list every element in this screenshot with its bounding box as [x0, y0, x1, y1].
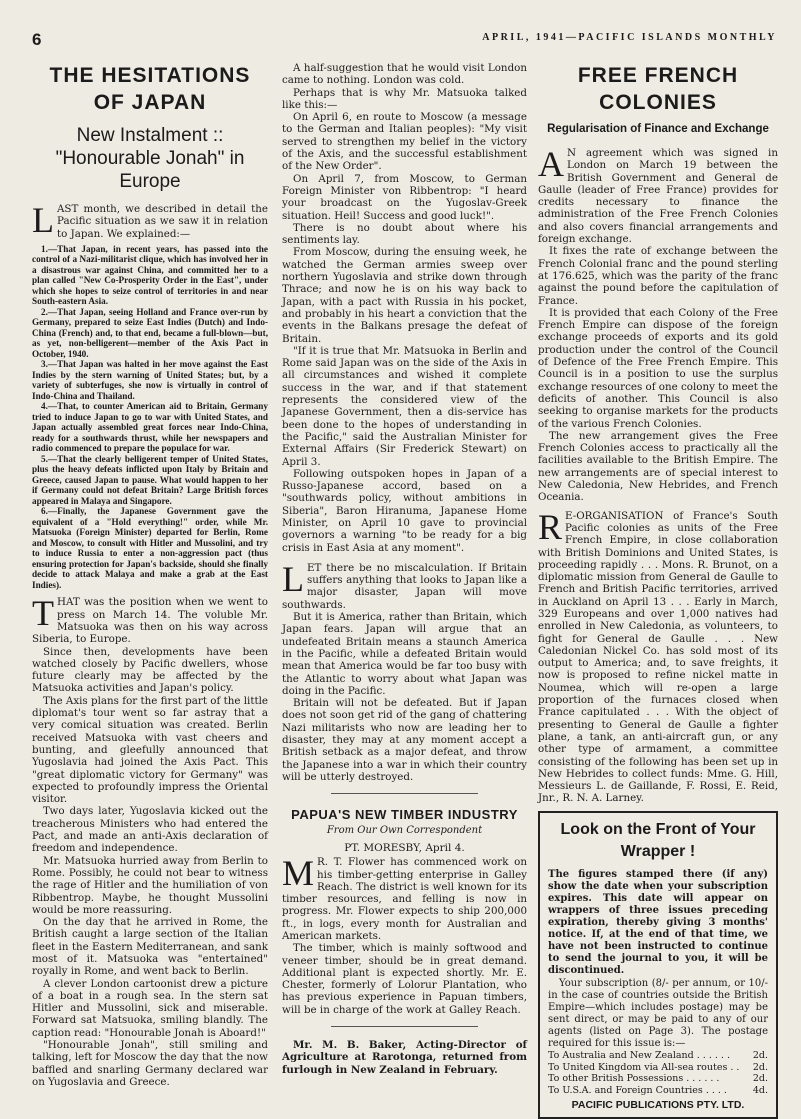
- papua-article-title: PAPUA'S NEW TIMBER INDUSTRY: [291, 807, 518, 823]
- numbered-point: 2.—That Japan, seeing Holland and France over-run by Germany, prepared to seize East Indies (Dutch) and Indo-China (French) and, to that end, became a full-blown—but, as yet, non-belligerent—member of the Axis Pact in October, 1940.: [32, 306, 268, 359]
- notice-title: Look on the Front of Your Wrapper !: [560, 820, 756, 860]
- body-paragraph: Mr. Matsuoka hurried away from Berlin to Rome. Possibly, he could not bear to witness the rage of Hitler and the humiliation of von Ribbentrop. Maybe, he thought Mussolini would be more reassuring.: [32, 854, 268, 916]
- column-matsuoka-continued: [282, 62, 527, 1076]
- postage-rate-row: To Australia and New Zealand . . . . . . 2d.: [548, 1050, 768, 1062]
- body-paragraph: There is no doubt about where his sentiments lay.: [282, 221, 527, 247]
- body-paragraph: M R. T. Flower has commenced work on his timber-getting enterprise in Galley Reach. The district is well known for its timber resources, and felling is now in progress. Mr. Flower expects to ship 200,000 ft., in logs, every month for Australian and American markets.: [282, 853, 527, 942]
- body-paragraph: It fixes the rate of exchange between the French Colonial franc and the pound sterling at 176.625, which was the parity of the franc against the pound before the capitulation of France.: [538, 245, 778, 307]
- body-paragraph: Perhaps that is why Mr. Matsuoka talked like this:—: [282, 86, 527, 111]
- body-paragraph: R E-ORGANISATION of France's South Pacific colonies as units of the Free French Empire, in close collaboration with British Dominions and United States, is proceeding rapidly . . . Mons. R. Brunot, on a diplomatic mission from General de Gaulle to French and British Pacific territories, arrived in Auckland on April 13 . . . Early in March, 329 Europeans and over 1,000 natives had enrolled in New Caledonia, as volunteers, to fight for General de Gaulle . . . New Caledonian Nickel Co. has sold most of its output to America; and, to save freights, it now is proposed to refine nickel matte in Noumea, which will re-open a large proportion of the furnaces closed when France capitulated . . . With the object of presenting to General de Gaulle a fighter plane, a tank, an anti-aircraft gun, or any other type of armament, a committee consisting of the following has been set up in New Hebrides to collect funds: Mme. G. Hill, Messieurs L. de Gaillande, F. Rossi, E. Reid, Jnr., R. N. A. Larney.: [538, 506, 778, 805]
- page-header: [32, 30, 777, 50]
- drop-cap: R: [538, 506, 563, 547]
- body-paragraph: The timber, which is mainly softwood and veneer timber, should be in great demand. Additional plant is expected shortly. Mr. E. Chester, formerly of Lolorur Plantation, who has previous experience in Papuan timbers, will be in charge of the work at Galley Reach.: [282, 942, 527, 1016]
- subscription-notice-box: [538, 811, 778, 1119]
- body-paragraph: It is provided that each Colony of the Free French Empire can dispose of the foreign exchange proceeds of exports and its gold production under the control of the Council of Defence of the Free French Empire. This Council is in a position to use the surplus exchange resources of one colony to meet the deficits of another. This Council is also seeking to organise markets for the products of the various French Colonies.: [538, 306, 778, 430]
- article-subtitle: New Instalment :: "Honourable Jonah" in Europe: [55, 125, 245, 192]
- body-paragraph: On the day that he arrived in Rome, the British caught a large section of the Italian fleet in the Eastern Mediterranean, and sank most of it. Matsuoka was "entertained" royally in Rome, and went back to Berlin.: [32, 916, 268, 978]
- postage-rate-row: To other British Possessions . . . . . . 2d.: [548, 1073, 768, 1085]
- notice-paragraph: Your subscription (8/- per annum, or 10/- in the case of countries outside the British Empire—which includes postage) may be sent direct, or may be paid to any of our agents (listed on Page 3). The postage required for this issue is:—: [548, 977, 768, 1050]
- postage-rate-row: To United Kingdom via All-sea routes . . 2d.: [548, 1061, 768, 1073]
- body-paragraph: LET there be no miscalculation. If Britain suffers anything that looks to Japan like a major disaster, Japan will move southwards.: [282, 558, 527, 611]
- divider: [331, 1026, 478, 1027]
- body-paragraph: From Moscow, during the ensuing week, he watched the German armies sweep over northern Yugoslavia and strike down through Thrace; and now he is on his way back to Japan, with a pact with Russia in his pocket, and probably in his heart a conviction that the events in the Balkans presage the defeat of Britain.: [282, 246, 527, 345]
- notice-bold-paragraph: The figures stamped there (if any) show the date when your subscription expires. This date will appear on wrappers of three issues preceding expiration, thereby giving 3 months' notice. If, at the end of that time, we have not been instructed to continue to send the journal to you, it will be discontinued.: [548, 868, 768, 977]
- body-paragraph: On April 6, en route to Moscow (a message to the German and Italian peoples): "My visit served to strengthen my belief in the victory of the Axis, and the successful establishment of the New Order".: [282, 111, 527, 173]
- numbered-point: 4.—That, to counter American aid to Britain, Germany tried to induce Japan to go to war with United States, and Japan actually assembled great forces near Indo-China, ready for a southwards thrust, while her newspapers and radio commenced to prepare the populace for war.: [32, 401, 268, 454]
- numbered-point: 3.—That Japan was halted in her move against the East Indies by the stern warning of United States; but, by a variety of subterfuges, she now is virtually in control of Indo-China and Thailand.: [32, 359, 268, 401]
- byline: From Our Own Correspondent: [326, 825, 483, 837]
- body-paragraph: Following outspoken hopes in Japan of a Russo-Japanese accord, based on a "southwards policy, without ambitions in Siberia", Baron Hiranuma, Japanese Home Minister, on April 10 gave to provincial governors a warning "to be ready for a big crisis in East Asia at any moment".: [282, 467, 527, 554]
- news-brief: Mr. M. B. Baker, Acting-Director of Agriculture at Rarotonga, returned from furlough in New Zealand in February.: [282, 1039, 527, 1076]
- numbered-point: 1.—That Japan, in recent years, has passed into the control of a Nazi-militarist clique, which has involved her in a disastrous war against China, and committed her to a plan called "New Co-Prosperity Order in the East", under which she hopes to seize control of territories in and near South-eastern Asia.: [32, 243, 268, 307]
- column-hesitations-of-japan: [32, 62, 268, 1088]
- numbered-point: 6.—Finally, the Japanese Government gave the equivalent of a "Hold everything!" order, while Mr. Matsuoka (Foreign Minister) departed for Berlin, Rome and Moscow, to consult with Hitler and Mussolini, and try to induce Russia to enter a non-aggression pact (thus ensuring protection for Japan's backside, should she finally decide to attack Malaya and make a grab at the East Indies).: [32, 506, 268, 590]
- body-paragraph: "Honourable Jonah", still smiling and talking, left for Moscow the day that the now baffled and snarling Germany declared war on Yugoslavia and Greece.: [32, 1039, 268, 1088]
- drop-cap: L: [32, 200, 54, 240]
- numbered-point: 5.—That the clearly belligerent temper of United States, plus the heavy defeats inflicted upon Italy by Britain and Greece, caused Japan to pause. What would happen to her if Germany could not defeat Britain? Large British forces appeared in Malaya and Singapore.: [32, 453, 268, 506]
- body-paragraph: The new arrangement gives the Free French Colonies access to practically all the facilities available to the British Empire. The new arrangements are of special interest to New Caledonia, New Hebrides, and French Oceania.: [538, 429, 778, 504]
- article-title: THE HESITATIONS OF JAPAN: [49, 64, 251, 114]
- publisher-name: PACIFIC PUBLICATIONS PTY. LTD.: [571, 1099, 745, 1112]
- article-subtitle: Regularisation of Finance and Exchange: [547, 123, 769, 135]
- body-paragraph: Since then, developments have been watched closely by Pacific dwellers, whose future clearly may be affected by the Matsuoka activities and Japan's policy.: [32, 645, 268, 695]
- drop-cap: A: [538, 144, 564, 184]
- drop-cap: M: [282, 853, 315, 894]
- body-paragraph: Britain will not be defeated. But if Japan does not soon get rid of the gang of chattering Nazi militarists who now are leading her to disaster, they may at any moment accept a British setback as a major defeat, and throw the Japanese into a war in which their country will be utterly destroyed.: [282, 697, 527, 783]
- body-paragraph: A N agreement which was signed in London on March 19 between the British Government and General de Gaulle (leader of Free France) provides for credits necessary to finance the administration of the Free French Colonies and also covers financial arrangements and foreign exchange.: [538, 144, 778, 246]
- body-paragraph: Two days later, Yugoslavia kicked out the treacherous Ministers who had entered the Pact, and made an anti-Axis declaration of freedom and independence.: [32, 805, 268, 855]
- running-head: APRIL, 1941—PACIFIC ISLANDS MONTHLY: [482, 32, 777, 43]
- body-paragraph: A half-suggestion that he would visit London came to nothing. London was cold.: [282, 62, 527, 87]
- postage-rate-row: To U.S.A. and Foreign Countries . . . . 4d.: [548, 1084, 768, 1096]
- article-title: FREE FRENCH COLONIES: [577, 64, 739, 114]
- body-paragraph: "If it is true that Mr. Matsuoka in Berlin and Rome said Japan was on the side of the Axis in all circumstances and wished it complete success in the war, and if that statement represents the considered view of the Japanese Government, then a dis-service has been done to the hopes of understanding in the Pacific," said the Australian Minister for External Affairs (Sir Frederick Stewart) on April 3.: [282, 344, 527, 468]
- body-paragraph: On April 7, from Moscow, to German Foreign Minister von Ribbentrop: "I heard your broadcast on the Yugoslav-Greek situation. Heil! Success and good luck!".: [282, 172, 527, 222]
- body-paragraph: THAT was the position when we went to press on March 14. The voluble Mr. Matsuoka was then on his way across Siberia, to Europe.: [32, 593, 268, 646]
- body-paragraph: A clever London cartoonist drew a picture of a boat in a rough sea. In the stern sat Hitler and Mussolini, sick and miserable. Forward sat Matsuoka, smiling blandly. The caption read: "Honourable Jonah is Aboard!": [32, 977, 268, 1039]
- page-number: 6: [32, 30, 42, 49]
- body-paragraph: But it is America, rather than Britain, which Japan fears. Japan will argue that an undefeated Britain means a staunch America in the Pacific, while a defeated Britain would mean that America would be far too busy with the Atlantic to worry about what Japan was doing in the Pacific.: [282, 611, 527, 697]
- column-free-french-colonies: [538, 62, 778, 1112]
- drop-cap: L: [282, 558, 304, 599]
- intro-paragraph: LAST month, we described in detail the Pacific situation as we saw it in relation to Japan. We explained:—: [32, 200, 268, 240]
- drop-cap: T: [32, 593, 54, 634]
- divider: [331, 793, 478, 794]
- dateline: PT. MORESBY, April 4.: [344, 842, 465, 855]
- body-paragraph: The Axis plans for the first part of the little diplomat's tour went so far astray that a very comical situation was created. Berlin received Matsuoka with vast cheers and bunting, and gleefully announced that Yugoslavia had joined the Axis Pact. This "great diplomatic victory for Germany" was expected to profoundly impress the Oriental visitor.: [32, 694, 268, 806]
